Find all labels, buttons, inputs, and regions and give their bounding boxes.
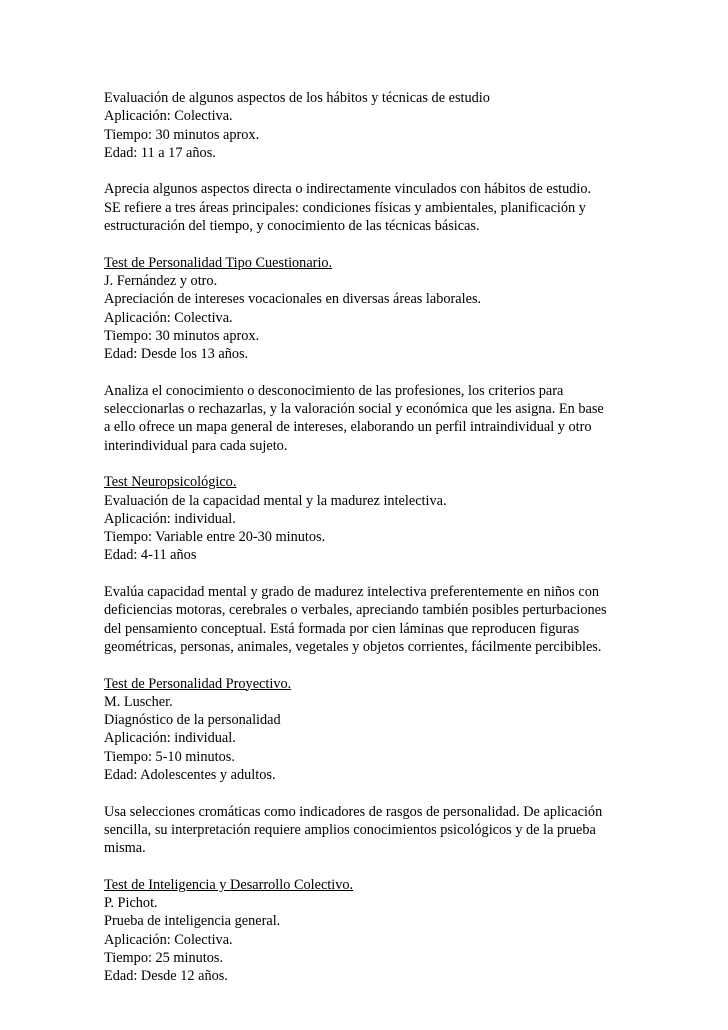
- section-line: M. Luscher.: [104, 693, 173, 710]
- paragraph-line: a ello ofrece un mapa general de intereses, elaborando un perfil intraindividual y otro: [104, 419, 592, 436]
- section-line: Aplicación: Colectiva.: [104, 931, 233, 948]
- section-line: Tiempo: 25 minutos.: [104, 949, 224, 966]
- paragraph-line: del pensamiento conceptual. Está formada por cien láminas que reproducen figuras: [104, 620, 580, 637]
- paragraph-line: seleccionarlas o rechazarlas, y la valoración social y económica que les asigna. En base: [104, 401, 604, 418]
- section-line: Apreciación de intereses vocacionales en diversas áreas laborales.: [104, 291, 482, 308]
- section-line: Aplicación: individual.: [104, 730, 236, 747]
- section-line: Aplicación: Colectiva.: [104, 108, 233, 125]
- paragraph-line: Evalúa capacidad mental y grado de madurez intelectiva preferentemente en niños con: [104, 584, 599, 601]
- section-study-habits: [104, 89, 644, 162]
- section-line: Aplicación: individual.: [104, 510, 236, 527]
- section-line: Tiempo: 30 minutos aprox.: [104, 126, 260, 143]
- section-intelligence-collective: [104, 876, 644, 986]
- section-line: Edad: Adolescentes y adultos.: [104, 766, 276, 783]
- paragraph-line: Usa selecciones cromáticas como indicadores de rasgos de personalidad. De aplicación: [104, 803, 603, 820]
- document-page: [104, 89, 644, 1004]
- paragraph-line: SE refiere a tres áreas principales: condiciones físicas y ambientales, planificación y: [104, 199, 586, 216]
- section-title: Test de Personalidad Proyectivo.: [104, 675, 292, 692]
- section-line: Edad: 4-11 años: [104, 547, 197, 564]
- section-line: Evaluación de algunos aspectos de los hábitos y técnicas de estudio: [104, 90, 490, 106]
- section-line: Edad: 11 a 17 años.: [104, 144, 216, 161]
- section-line: Tiempo: 5-10 minutos.: [104, 748, 235, 765]
- paragraph-line: Aprecia algunos aspectos directa o indirectamente vinculados con hábitos de estudio.: [104, 181, 592, 198]
- section-line: Diagnóstico de la personalidad: [104, 712, 281, 729]
- paragraph-line: misma.: [104, 840, 146, 857]
- paragraph-line: Analiza el conocimiento o desconocimiento de las profesiones, los criterios para: [104, 382, 564, 399]
- section-title: Test de Personalidad Tipo Cuestionario.: [104, 254, 333, 271]
- paragraph-line: estructuración del tiempo, y conocimiento de las técnicas básicas.: [104, 218, 480, 235]
- section-line: Edad: Desde 12 años.: [104, 968, 228, 985]
- paragraph-line: deficiencias motoras, cerebrales o verbales, apreciando también posibles perturbaciones: [104, 602, 607, 619]
- section-description: [104, 382, 644, 455]
- section-projective-personality: [104, 675, 644, 785]
- section-line: Tiempo: 30 minutos aprox.: [104, 327, 260, 344]
- section-line: P. Pichot.: [104, 895, 158, 912]
- section-line: J. Fernández y otro.: [104, 272, 218, 289]
- section-neuropsychological: [104, 473, 644, 564]
- section-title: Test Neuropsicológico.: [104, 474, 237, 491]
- section-line: Edad: Desde los 13 años.: [104, 346, 249, 363]
- section-line: Prueba de inteligencia general.: [104, 913, 281, 930]
- section-line: Evaluación de la capacidad mental y la madurez intelectiva.: [104, 492, 447, 509]
- paragraph-line: sencilla, su interpretación requiere amplios conocimientos psicológicos y de la prueba: [104, 821, 596, 838]
- paragraph-line: geométricas, personas, animales, vegetales y objetos corrientes, fácilmente percibibles.: [104, 638, 602, 655]
- section-description: [104, 180, 644, 235]
- section-line: Tiempo: Variable entre 20-30 minutos.: [104, 529, 326, 546]
- section-description: [104, 803, 644, 858]
- section-line: Aplicación: Colectiva.: [104, 309, 233, 326]
- section-title: Test de Inteligencia y Desarrollo Colectivo.: [104, 876, 354, 893]
- paragraph-line: interindividual para cada sujeto.: [104, 437, 288, 454]
- section-personality-questionnaire: [104, 254, 644, 364]
- section-description: [104, 583, 644, 656]
